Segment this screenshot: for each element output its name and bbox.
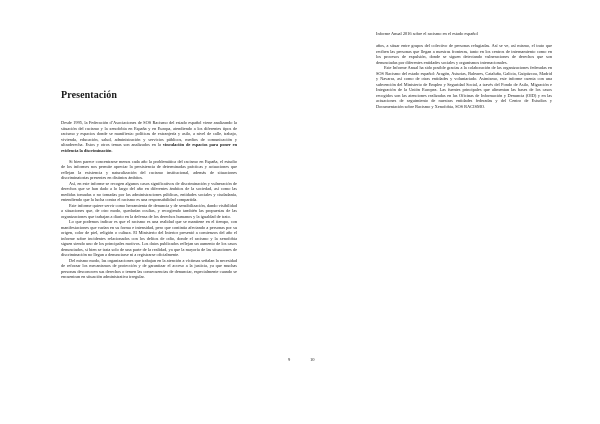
right-page-body xyxy=(376,43,552,109)
body-paragraph: Lo que podemos indicar es que el racismo es una realidad que se mantiene en el tiempo, con manifestaciones que varían en su forma e intensidad, pero que continúa afectando a personas por su origen, color de piel, religión o cultura. El Ministerio del Interior presentó a comienzos del año el informe sobre incidentes relacionados con los delitos de odio, donde el racismo y la xenofobia siguen siendo uno de los principales motivos. Los datos publicados reflejan un aumento de los casos denunciados, si bien se trata solo de una parte de la realidad, ya que la mayoría de las situaciones de discriminación no llegan a denunciarse ni a registrarse oficialmente. xyxy=(61,219,237,257)
body-paragraph: Del mismo modo, las organizaciones que trabajan en la atención a víctimas señalan la necesidad de reforzar los mecanismos de protección y de garantizar el acceso a la justicia, ya que muchas personas desconocen sus derechos o temen las consecuencias de denunciar, especialmente cuando se encuentran en situación administrativa irregular. xyxy=(61,257,237,279)
paragraph-text: . xyxy=(111,147,113,153)
running-header: Informe Anual 2016 sobre el racismo en el estado español xyxy=(376,31,478,36)
body-paragraph: años, a situar entre grupos del colectivo de personas refugiadas. Así se ve, así mismo, el trato que reciben las personas que llegan a nuestras fronteras, tanto en los centros de internamiento como en los procesos de expulsión, donde se siguen detectando vulneraciones de derechos que son denunciadas por diferentes entidades sociales y organismos internacionales. xyxy=(376,43,552,65)
page-number-right: 10 xyxy=(310,357,315,362)
body-paragraph: Si bien parece concentrarse menos cada año la problemática del racismo en España, el estudio de los informes nos permite apreciar la persistencia de determinadas prácticas y actuaciones que reflejan la existencia y naturalización del racismo institucional, además de situaciones discriminatorias presentes en distintos ámbitos. xyxy=(61,158,237,180)
section-title: Presentación xyxy=(61,90,118,101)
paragraph-text: Desde 1995, la Federación d’Asociaciones de SOS Racismo del estado español viene analizando la situación del racismo y la xenofobia en España y en Europa, atendiendo a los diferentes tipos de racismo y espacios donde se manifiesta: políticas de extranjería y asilo, a nivel de calle, trabajo, vivienda, educación, salud, administración y servicios públicos, medios de comunicación y ultraderecha. Estos y otros temas son analizados en la xyxy=(61,120,237,147)
page-number-left: 9 xyxy=(288,357,291,362)
body-paragraph: Así, en este informe se recogen algunos casos significativos de discriminación y vulneración de derechos que se han dado a lo largo del año en diferentes ámbitos de la sociedad, así como las medidas tomadas o no tomadas por las administraciones públicas, entidades sociales y ciudadanía, entendiendo que la lucha contra el racismo es una responsabilidad compartida. xyxy=(61,180,237,202)
body-paragraph: Este informe quiere servir como herramienta de denuncia y de sensibilización, dando visibilidad a situaciones que, de otro modo, quedarían ocultas, y recogiendo también las propuestas de las organizaciones que trabajan a diario en la defensa de los derechos humanos y la igualdad de trato. xyxy=(61,202,237,219)
bold-phrase: vinculación de espacios para poner en evidencia la discriminación xyxy=(61,142,237,153)
body-paragraph: Este Informe Anual ha sido posible gracias a la colaboración de las organizaciones federadas en SOS Racismo del estado español: Aragón, Asturias, Baleares, Cataluña, Galicia, Guipúzcoa, Madrid y Navarra, así como de otras entidades y voluntariado. Asimismo, este informe cuenta con una subvención del Ministerio de Empleo y Seguridad Social, a través del Fondo de Asilo, Migración e Integración de la Unión Europea. Las fuentes principales que alimentan las bases de los casos recogidos son las atenciones realizadas en las Oficinas de Información y Denuncia (OID) y en las actuaciones de seguimiento de nuestras entidades federadas y del Centro de Estudios y Documentación sobre Racismo y Xenofobia, SOS RACISMO. xyxy=(376,65,552,109)
body-paragraph xyxy=(61,120,237,153)
left-page-body xyxy=(61,120,237,280)
